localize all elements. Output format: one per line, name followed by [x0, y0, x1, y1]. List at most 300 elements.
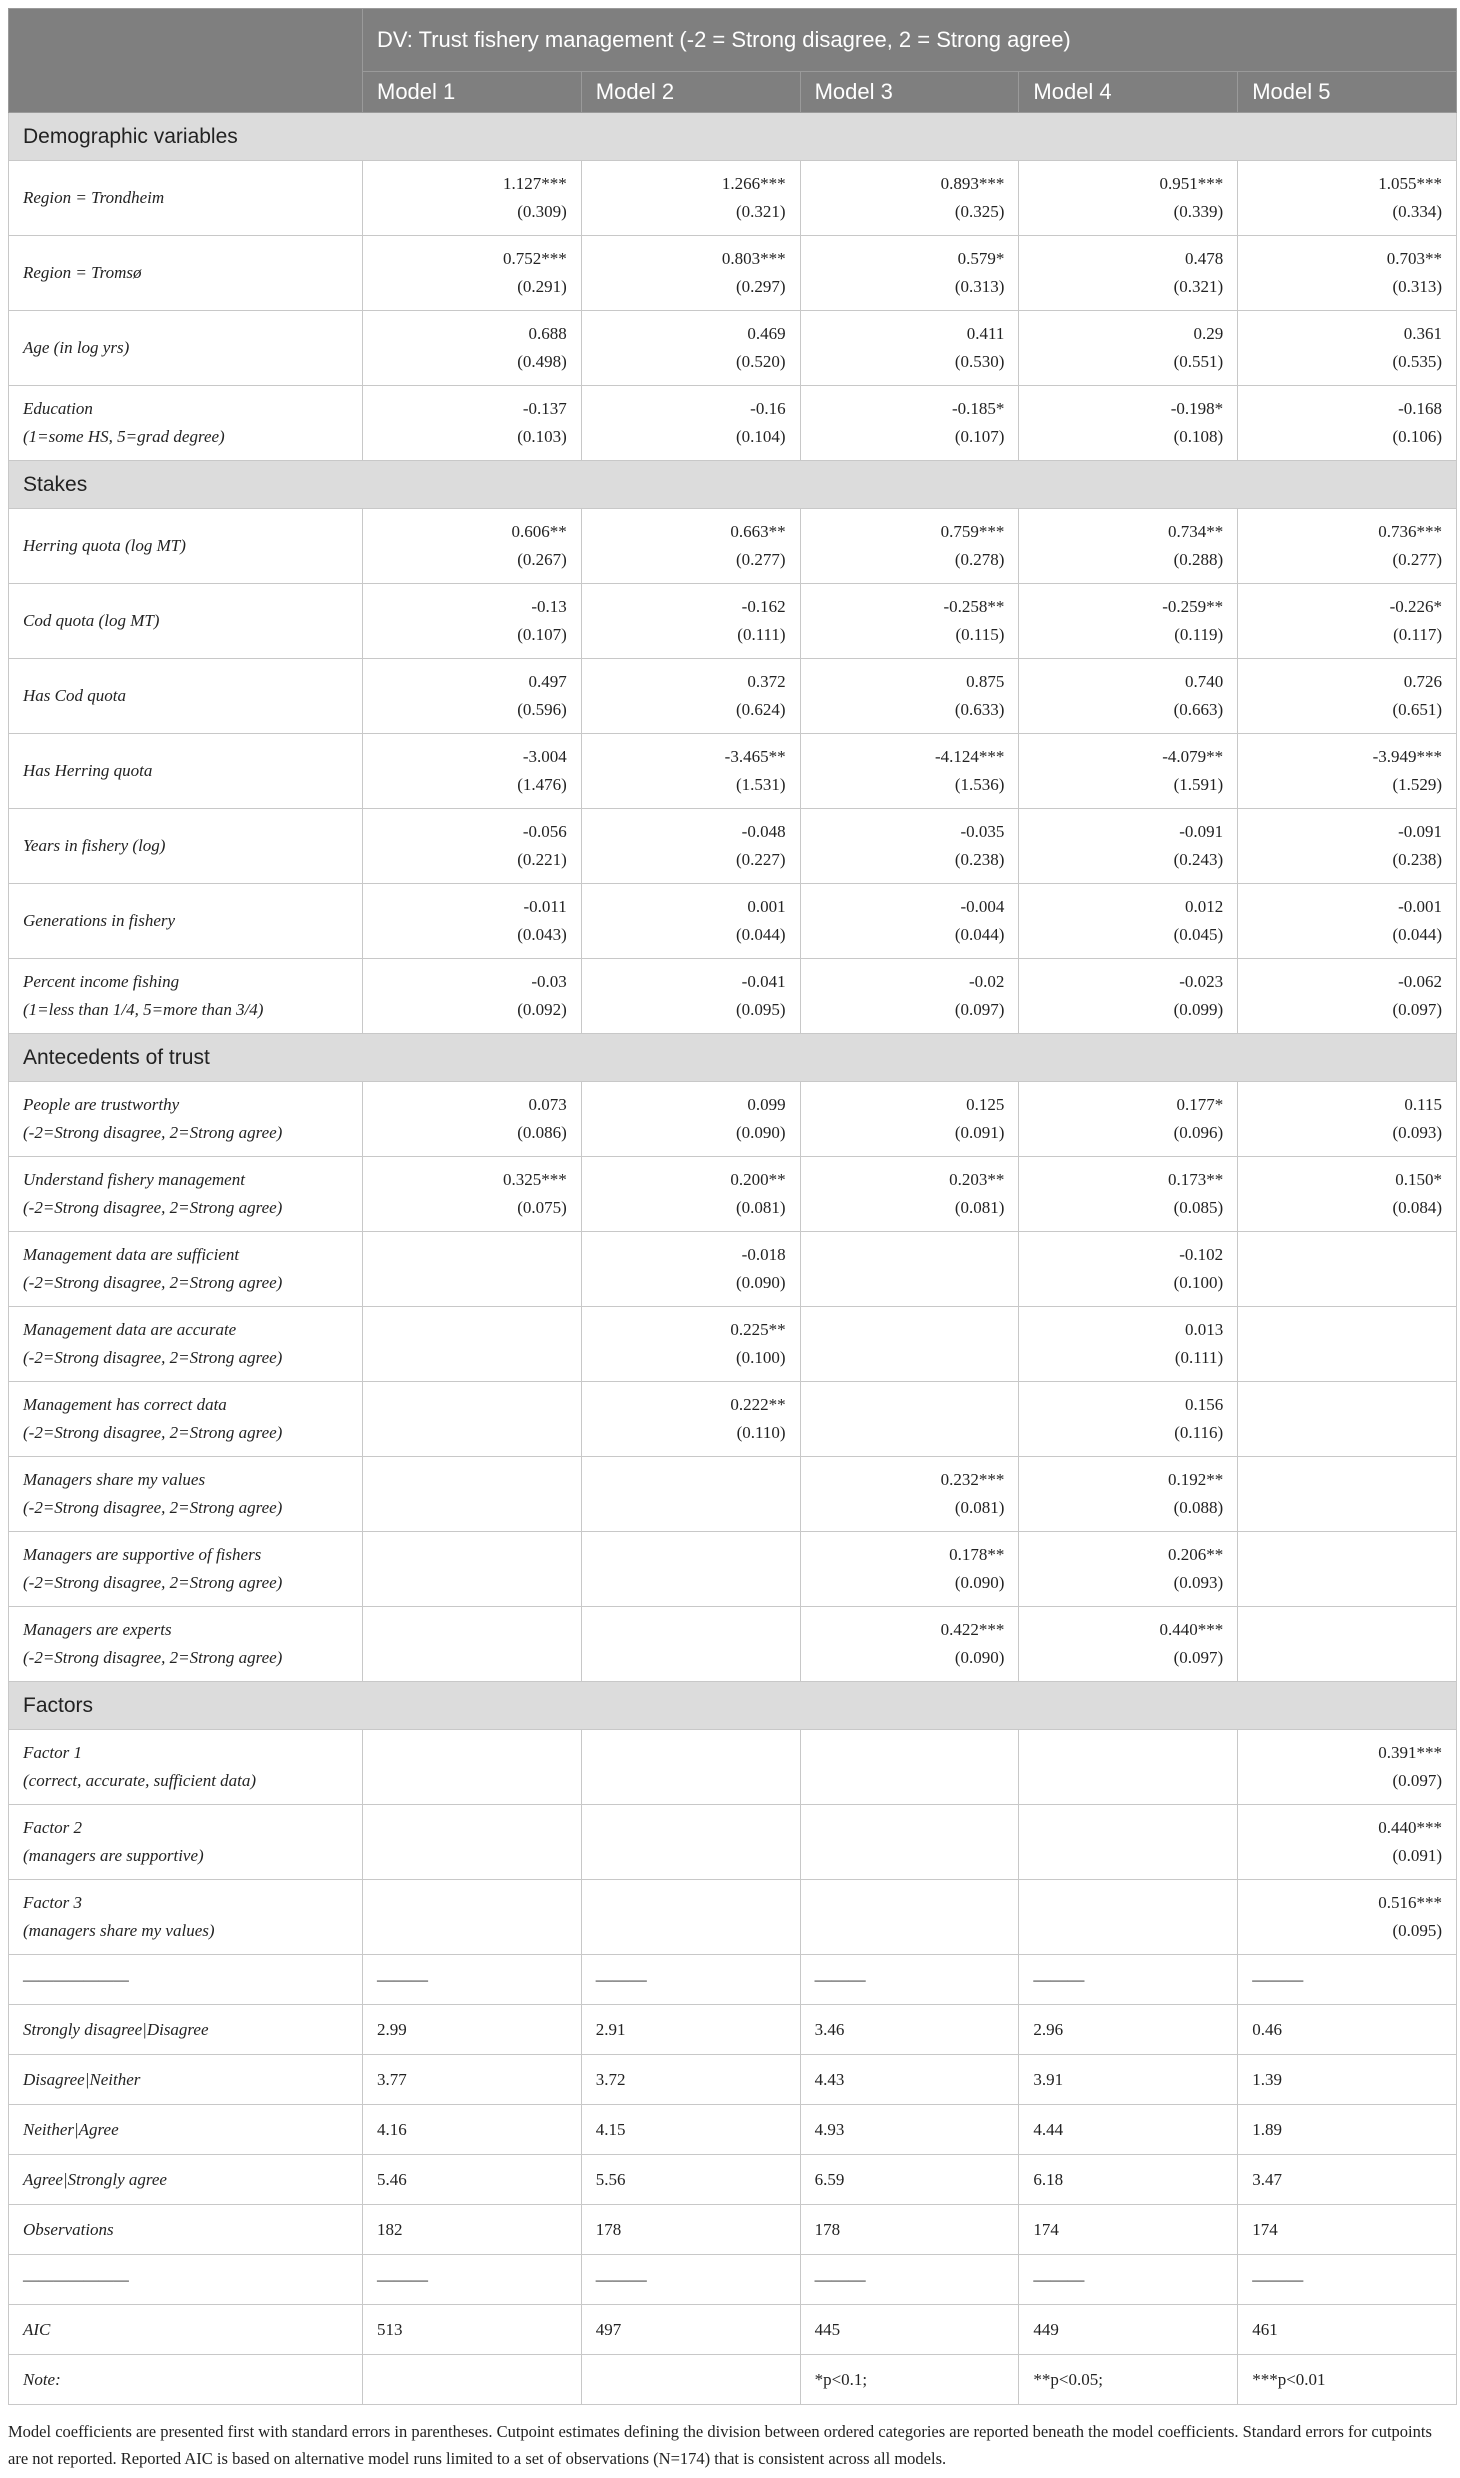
section-header-row	[9, 1034, 1457, 1082]
coefficient-cell	[1238, 734, 1457, 809]
standard-error: (0.081)	[736, 1198, 786, 1217]
coefficient-cell	[363, 659, 582, 734]
summary-cell: 3.46	[800, 2005, 1019, 2055]
coefficient-cell	[363, 236, 582, 311]
coefficient: -0.048	[741, 822, 786, 841]
table-row	[9, 1532, 1457, 1607]
variable-scale: (correct, accurate, sufficient data)	[23, 1771, 257, 1790]
summary-cell: ———	[581, 2255, 800, 2305]
coefficient-cell	[800, 1307, 1019, 1382]
standard-error: (0.075)	[517, 1198, 567, 1217]
standard-error: (0.045)	[1173, 925, 1224, 944]
table-row	[9, 1082, 1457, 1157]
coefficient-cell	[1019, 1382, 1238, 1457]
variable-scale: (-2=Strong disagree, 2=Strong agree)	[23, 1423, 283, 1442]
standard-error: (0.551)	[1173, 352, 1224, 371]
standard-error: (0.097)	[1173, 1648, 1224, 1667]
standard-error: (0.043)	[517, 925, 567, 944]
coefficient-cell	[1238, 1805, 1457, 1880]
summary-row	[9, 2255, 1457, 2305]
variable-name: People are trustworthy	[23, 1095, 180, 1114]
standard-error: (0.084)	[1392, 1198, 1443, 1217]
row-label	[9, 1307, 363, 1382]
coefficient-cell	[1238, 161, 1457, 236]
coefficient: 0.012	[1184, 897, 1224, 916]
standard-error: (0.085)	[1173, 1198, 1224, 1217]
coefficient-cell	[1019, 1532, 1238, 1607]
coefficient: 0.478	[1184, 249, 1224, 268]
row-label	[9, 734, 363, 809]
coefficient-cell	[1019, 161, 1238, 236]
coefficient-cell	[1019, 1307, 1238, 1382]
coefficient-cell	[800, 1157, 1019, 1232]
coefficient: 0.150*	[1395, 1170, 1443, 1189]
coefficient: 0.759***	[940, 522, 1005, 541]
variable-name: Has Cod quota	[23, 686, 126, 705]
header-row-dv	[9, 9, 1457, 72]
summary-cell: ———	[581, 1955, 800, 2005]
standard-error: (0.530)	[954, 352, 1005, 371]
coefficient: -0.062	[1398, 972, 1443, 991]
model-header: Model 1	[363, 72, 582, 113]
coefficient-cell	[800, 386, 1019, 461]
coefficient-cell	[581, 1805, 800, 1880]
coefficient: -3.004	[522, 747, 567, 766]
coefficient-cell	[800, 311, 1019, 386]
standard-error: (0.115)	[955, 625, 1005, 644]
coefficient: -0.035	[960, 822, 1005, 841]
coefficient: -0.185*	[951, 399, 1005, 418]
summary-cell	[363, 2355, 582, 2405]
variable-scale: (-2=Strong disagree, 2=Strong agree)	[23, 1348, 283, 1367]
coefficient-cell	[581, 386, 800, 461]
coefficient: -0.162	[741, 597, 786, 616]
coefficient-cell	[363, 1880, 582, 1955]
coefficient: -0.018	[741, 1245, 786, 1264]
variable-name: Cod quota (log MT)	[23, 611, 160, 630]
row-label	[9, 884, 363, 959]
coefficient: -0.13	[531, 597, 567, 616]
coefficient-cell	[800, 659, 1019, 734]
standard-error: (0.238)	[954, 850, 1005, 869]
coefficient-cell	[363, 1157, 582, 1232]
coefficient: 0.001	[747, 897, 786, 916]
section-header-row	[9, 1682, 1457, 1730]
coefficient-cell	[800, 509, 1019, 584]
coefficient-cell	[363, 311, 582, 386]
coefficient-cell	[1019, 236, 1238, 311]
table-row	[9, 1232, 1457, 1307]
standard-error: (0.091)	[1392, 1846, 1443, 1865]
standard-error: (0.093)	[1173, 1573, 1224, 1592]
coefficient-cell	[800, 1805, 1019, 1880]
standard-error: (0.111)	[737, 625, 786, 644]
summary-cell: 0.46	[1238, 2005, 1457, 2055]
summary-cell: 4.15	[581, 2105, 800, 2155]
summary-cell: 3.47	[1238, 2155, 1457, 2205]
coefficient-cell	[363, 1307, 582, 1382]
row-label	[9, 1805, 363, 1880]
variable-scale: (managers share my values)	[23, 1921, 215, 1940]
coefficient-cell	[1019, 809, 1238, 884]
row-label: ———————	[9, 1955, 363, 2005]
summary-cell: 513	[363, 2305, 582, 2355]
coefficient: -0.226*	[1389, 597, 1443, 616]
coefficient: 0.203**	[949, 1170, 1005, 1189]
coefficient: 0.736***	[1378, 522, 1443, 541]
table-row	[9, 236, 1457, 311]
standard-error: (0.291)	[517, 277, 567, 296]
coefficient-cell	[1019, 734, 1238, 809]
standard-error: (0.097)	[1392, 1771, 1443, 1790]
coefficient: 0.156	[1184, 1395, 1224, 1414]
row-label: AIC	[9, 2305, 363, 2355]
coefficient: 0.951***	[1159, 174, 1224, 193]
coefficient-cell	[581, 236, 800, 311]
coefficient-cell	[581, 1082, 800, 1157]
standard-error: (0.221)	[517, 850, 567, 869]
coefficient-cell	[581, 1532, 800, 1607]
table-row	[9, 959, 1457, 1034]
coefficient: -0.011	[523, 897, 567, 916]
coefficient-cell	[581, 509, 800, 584]
row-label	[9, 311, 363, 386]
summary-cell: 5.46	[363, 2155, 582, 2205]
variable-scale: (-2=Strong disagree, 2=Strong agree)	[23, 1198, 283, 1217]
standard-error: (0.108)	[1173, 427, 1224, 446]
row-label	[9, 1880, 363, 1955]
coefficient: 0.752***	[503, 249, 567, 268]
variable-scale: (-2=Strong disagree, 2=Strong agree)	[23, 1498, 283, 1517]
coefficient-cell	[581, 584, 800, 659]
standard-error: (0.103)	[517, 427, 567, 446]
coefficient-cell	[1238, 1532, 1457, 1607]
summary-cell: *p<0.1;	[800, 2355, 1019, 2405]
row-label	[9, 509, 363, 584]
summary-cell: 461	[1238, 2305, 1457, 2355]
row-label	[9, 809, 363, 884]
row-label	[9, 1532, 363, 1607]
standard-error: (0.334)	[1392, 202, 1443, 221]
variable-name: Percent income fishing	[23, 972, 180, 991]
summary-cell: 1.39	[1238, 2055, 1457, 2105]
coefficient-cell	[1238, 1157, 1457, 1232]
coefficient: 0.073	[528, 1095, 567, 1114]
variable-name: Managers are supportive of fishers	[23, 1545, 262, 1564]
summary-cell: 4.16	[363, 2105, 582, 2155]
table-row	[9, 311, 1457, 386]
variable-name: Has Herring quota	[23, 761, 153, 780]
table-row	[9, 386, 1457, 461]
coefficient-cell	[363, 1232, 582, 1307]
table-row	[9, 659, 1457, 734]
summary-cell: 178	[800, 2205, 1019, 2255]
coefficient-cell	[1238, 236, 1457, 311]
coefficient: -4.079**	[1162, 747, 1224, 766]
coefficient: 0.200**	[730, 1170, 786, 1189]
section-title: Antecedents of trust	[9, 1034, 1457, 1082]
variable-scale: (-2=Strong disagree, 2=Strong agree)	[23, 1123, 283, 1142]
coefficient-cell	[1238, 1232, 1457, 1307]
coefficient: 0.440***	[1159, 1620, 1224, 1639]
standard-error: (0.313)	[954, 277, 1005, 296]
standard-error: (0.097)	[954, 1000, 1005, 1019]
coefficient-cell	[800, 236, 1019, 311]
variable-name: Generations in fishery	[23, 911, 176, 930]
standard-error: (0.107)	[954, 427, 1005, 446]
coefficient: 0.516***	[1378, 1893, 1443, 1912]
summary-cell: 6.18	[1019, 2155, 1238, 2205]
table-row	[9, 1607, 1457, 1682]
coefficient-cell	[1019, 509, 1238, 584]
coefficient: -3.949***	[1372, 747, 1443, 766]
row-label: Disagree|Neither	[9, 2055, 363, 2105]
standard-error: (0.081)	[954, 1198, 1005, 1217]
summary-row	[9, 2305, 1457, 2355]
summary-row	[9, 1955, 1457, 2005]
standard-error: (0.297)	[736, 277, 786, 296]
standard-error: (0.633)	[954, 700, 1005, 719]
coefficient-cell	[800, 1457, 1019, 1532]
model-header: Model 4	[1019, 72, 1238, 113]
table-body	[9, 113, 1457, 2405]
summary-cell: 3.72	[581, 2055, 800, 2105]
coefficient: -0.03	[531, 972, 567, 991]
standard-error: (0.107)	[517, 625, 567, 644]
model-header: Model 2	[581, 72, 800, 113]
coefficient: -4.124***	[934, 747, 1005, 766]
coefficient: -0.001	[1398, 897, 1443, 916]
table-row	[9, 584, 1457, 659]
coefficient: 1.055***	[1378, 174, 1443, 193]
summary-cell: ———	[363, 1955, 582, 2005]
variable-scale: (1=less than 1/4, 5=more than 3/4)	[23, 1000, 264, 1019]
coefficient: 0.177*	[1176, 1095, 1224, 1114]
table-row	[9, 1730, 1457, 1805]
coefficient-cell	[581, 1880, 800, 1955]
standard-error: (0.104)	[736, 427, 786, 446]
coefficient-cell	[1238, 959, 1457, 1034]
coefficient: 0.232***	[940, 1470, 1005, 1489]
summary-row	[9, 2355, 1457, 2405]
coefficient-cell	[800, 1382, 1019, 1457]
coefficient-cell	[1238, 584, 1457, 659]
coefficient-cell	[1019, 1805, 1238, 1880]
standard-error: (1.529)	[1392, 775, 1443, 794]
summary-row	[9, 2055, 1457, 2105]
coefficient: 0.325***	[503, 1170, 567, 1189]
standard-error: (0.313)	[1392, 277, 1443, 296]
standard-error: (0.119)	[1174, 625, 1224, 644]
coefficient-cell	[800, 1232, 1019, 1307]
coefficient: 0.875	[966, 672, 1005, 691]
coefficient-cell	[800, 1607, 1019, 1682]
coefficient: 0.688	[528, 324, 567, 343]
table-footnote: Model coefficients are presented first with standard errors in parentheses. Cutpoint estimates defining the division between ordered categories are reported beneath the model coefficients. Standard errors for cutpoints are not reported. Reported AIC is based on alternative model runs limited to a set of observations (N=174) that is consistent across all models.	[8, 2422, 1432, 2468]
summary-cell: 497	[581, 2305, 800, 2355]
row-label: Strongly disagree|Disagree	[9, 2005, 363, 2055]
coefficient-cell	[363, 1805, 582, 1880]
standard-error: (0.535)	[1392, 352, 1443, 371]
coefficient-cell	[800, 734, 1019, 809]
coefficient-cell	[581, 809, 800, 884]
variable-scale: (-2=Strong disagree, 2=Strong agree)	[23, 1648, 283, 1667]
standard-error: (0.325)	[954, 202, 1005, 221]
row-label	[9, 1457, 363, 1532]
standard-error: (0.095)	[1392, 1921, 1443, 1940]
summary-row	[9, 2155, 1457, 2205]
summary-row	[9, 2005, 1457, 2055]
coefficient: 0.125	[966, 1095, 1005, 1114]
summary-cell: ———	[800, 2255, 1019, 2305]
coefficient-cell	[363, 509, 582, 584]
coefficient: 0.606**	[511, 522, 567, 541]
coefficient-cell	[1238, 884, 1457, 959]
coefficient-cell	[363, 809, 582, 884]
header-corner	[9, 9, 363, 113]
summary-cell: ———	[363, 2255, 582, 2305]
coefficient: -0.041	[741, 972, 786, 991]
standard-error: (0.091)	[954, 1123, 1005, 1142]
coefficient: -0.091	[1179, 822, 1224, 841]
coefficient-cell	[1019, 884, 1238, 959]
coefficient-cell	[581, 1730, 800, 1805]
variable-name: Managers are experts	[23, 1620, 172, 1639]
coefficient: 0.803***	[721, 249, 786, 268]
coefficient: 0.361	[1403, 324, 1443, 343]
coefficient: 0.372	[747, 672, 786, 691]
coefficient: 0.206**	[1167, 1545, 1224, 1564]
coefficient-cell	[1019, 1880, 1238, 1955]
coefficient-cell	[581, 1157, 800, 1232]
standard-error: (0.277)	[1392, 550, 1443, 569]
row-label: Agree|Strongly agree	[9, 2155, 363, 2205]
model-header: Model 3	[800, 72, 1019, 113]
variable-name: Factor 3	[23, 1893, 83, 1912]
summary-cell: 4.44	[1019, 2105, 1238, 2155]
standard-error: (1.591)	[1173, 775, 1224, 794]
coefficient: -0.137	[522, 399, 567, 418]
standard-error: (1.536)	[954, 775, 1005, 794]
summary-cell: ———	[1238, 1955, 1457, 2005]
coefficient-cell	[1238, 386, 1457, 461]
regression-table	[8, 8, 1457, 2405]
coefficient: -0.259**	[1162, 597, 1224, 616]
variable-name: Factor 2	[23, 1818, 83, 1837]
standard-error: (0.624)	[736, 700, 786, 719]
standard-error: (1.476)	[517, 775, 567, 794]
summary-cell: 174	[1238, 2205, 1457, 2255]
summary-cell: 182	[363, 2205, 582, 2255]
summary-cell: ———	[1019, 2255, 1238, 2305]
summary-cell: 2.96	[1019, 2005, 1238, 2055]
coefficient-cell	[363, 1457, 582, 1532]
row-label	[9, 1607, 363, 1682]
coefficient-cell	[1019, 311, 1238, 386]
coefficient: 0.469	[747, 324, 786, 343]
standard-error: (0.278)	[954, 550, 1005, 569]
coefficient: 0.440***	[1378, 1818, 1443, 1837]
coefficient-cell	[363, 734, 582, 809]
dv-title: DV: Trust fishery management (-2 = Strong disagree, 2 = Strong agree)	[363, 9, 1457, 72]
standard-error: (0.099)	[1173, 1000, 1224, 1019]
coefficient-cell	[800, 161, 1019, 236]
variable-name: Factor 1	[23, 1743, 83, 1762]
coefficient-cell	[1019, 386, 1238, 461]
standard-error: (0.651)	[1392, 700, 1443, 719]
coefficient-cell	[581, 161, 800, 236]
variable-scale: (managers are supportive)	[23, 1846, 204, 1865]
standard-error: (0.267)	[517, 550, 567, 569]
standard-error: (0.100)	[1173, 1273, 1224, 1292]
row-label	[9, 584, 363, 659]
coefficient: 0.703**	[1386, 249, 1443, 268]
section-title: Stakes	[9, 461, 1457, 509]
standard-error: (0.309)	[517, 202, 567, 221]
variable-scale: (-2=Strong disagree, 2=Strong agree)	[23, 1573, 283, 1592]
standard-error: (0.498)	[517, 352, 567, 371]
summary-cell: ***p<0.01	[1238, 2355, 1457, 2405]
standard-error: (0.106)	[1392, 427, 1443, 446]
summary-cell: 4.93	[800, 2105, 1019, 2155]
summary-cell: 445	[800, 2305, 1019, 2355]
row-label	[9, 161, 363, 236]
coefficient-cell	[363, 1382, 582, 1457]
coefficient-cell	[1019, 1082, 1238, 1157]
row-label	[9, 236, 363, 311]
standard-error: (0.086)	[517, 1123, 567, 1142]
coefficient-cell	[1238, 1730, 1457, 1805]
coefficient-cell	[1238, 659, 1457, 734]
coefficient-cell	[1238, 1607, 1457, 1682]
coefficient-cell	[581, 884, 800, 959]
standard-error: (0.093)	[1392, 1123, 1443, 1142]
standard-error: (0.321)	[736, 202, 786, 221]
coefficient-cell	[363, 584, 582, 659]
coefficient-cell	[581, 734, 800, 809]
standard-error: (0.321)	[1173, 277, 1224, 296]
section-header-row	[9, 461, 1457, 509]
row-label: Neither|Agree	[9, 2105, 363, 2155]
standard-error: (0.111)	[1174, 1348, 1224, 1367]
summary-cell: 174	[1019, 2205, 1238, 2255]
variable-name: Management has correct data	[23, 1395, 227, 1414]
table-row	[9, 1157, 1457, 1232]
coefficient-cell	[363, 1532, 582, 1607]
table-row	[9, 161, 1457, 236]
coefficient: 1.127***	[503, 174, 567, 193]
standard-error: (0.081)	[954, 1498, 1005, 1517]
summary-row	[9, 2205, 1457, 2255]
coefficient-cell	[1019, 584, 1238, 659]
table-row	[9, 1880, 1457, 1955]
variable-scale: (1=some HS, 5=grad degree)	[23, 427, 225, 446]
coefficient: 0.893***	[940, 174, 1005, 193]
variable-name: Managers share my values	[23, 1470, 206, 1489]
coefficient-cell	[581, 1457, 800, 1532]
table-row	[9, 1457, 1457, 1532]
coefficient-cell	[1238, 809, 1457, 884]
coefficient-cell	[800, 1532, 1019, 1607]
coefficient-cell	[1019, 1232, 1238, 1307]
summary-cell: 6.59	[800, 2155, 1019, 2205]
row-label	[9, 1232, 363, 1307]
row-label	[9, 1082, 363, 1157]
standard-error: (0.090)	[736, 1273, 786, 1292]
standard-error: (0.090)	[954, 1648, 1005, 1667]
coefficient-cell	[581, 1232, 800, 1307]
summary-row	[9, 2105, 1457, 2155]
